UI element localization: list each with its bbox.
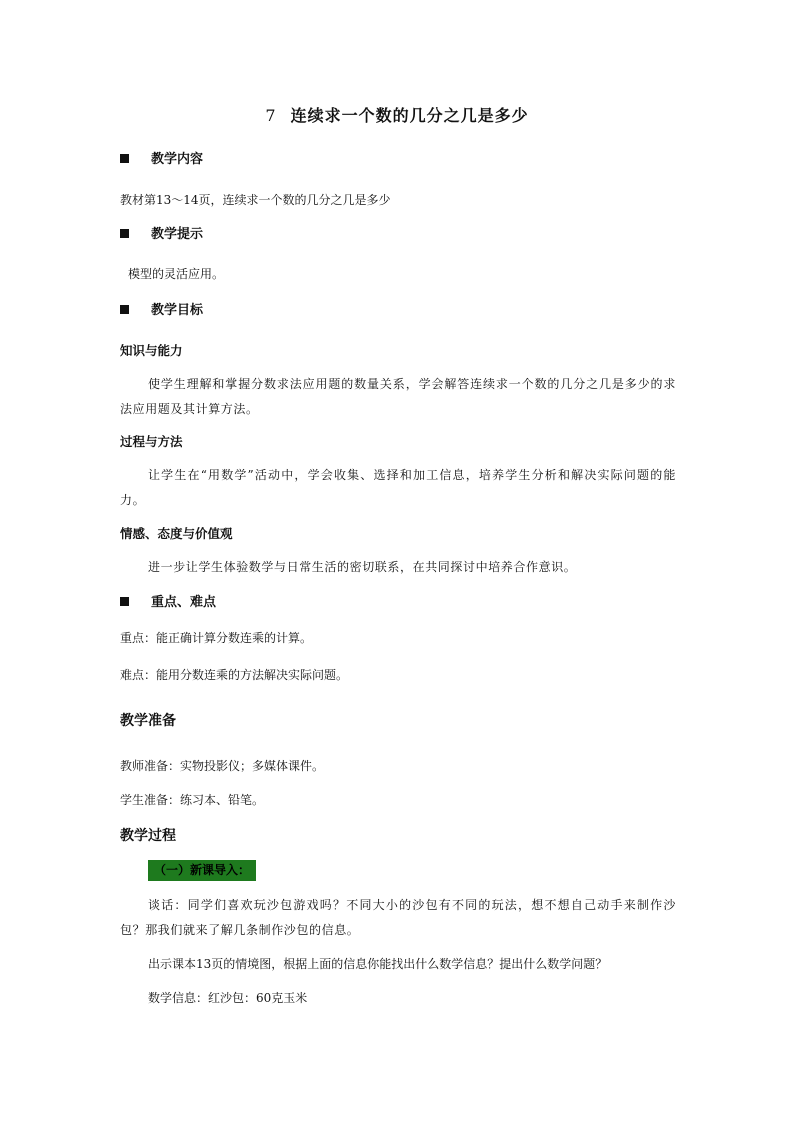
square-bullet-icon <box>120 229 129 238</box>
emotion-heading: 情感、态度与价值观 <box>120 526 233 541</box>
hint-text: 模型的灵活应用。 <box>128 267 225 281</box>
info-text: 数学信息：红沙包：60克玉米 <box>148 991 308 1005</box>
process-heading: 过程与方法 <box>120 434 183 449</box>
key-point: 重点：能正确计算分数连乘的计算。 <box>120 631 313 645</box>
teacher-prep: 教师准备：实物投影仪；多媒体课件。 <box>120 759 325 773</box>
page-title <box>0 103 794 126</box>
difficult-point: 难点：能用分数连乘的方法解决实际问题。 <box>120 668 349 682</box>
content-text: 教材第13～14页，连续求一个数的几分之几是多少 <box>120 193 391 207</box>
knowledge-text: 使学生理解和掌握分数求法应用题的数量关系，学会解答连续求一个数的几分之几是多少的求法应用题及其计算方法。 <box>120 377 676 416</box>
prep-heading: 教学准备 <box>120 713 176 729</box>
knowledge-heading: 知识与能力 <box>120 343 183 358</box>
square-bullet-icon <box>120 597 129 606</box>
title-number: 7 <box>265 106 277 125</box>
title-text: 连续求一个数的几分之几是多少 <box>290 106 529 125</box>
process-text: 让学生在“用数学”活动中，学会收集、选择和加工信息，培养学生分析和解决实际问题的能力。 <box>120 468 676 507</box>
emotion-text: 进一步让学生体验数学与日常生活的密切联系，在共同探讨中培养合作意识。 <box>148 560 577 574</box>
square-bullet-icon <box>120 305 129 314</box>
content-heading: 教学内容 <box>120 152 680 168</box>
show-text: 出示课本13页的情境图，根据上面的信息你能找出什么数学信息？提出什么数学问题？ <box>148 957 608 971</box>
goal-heading: 教学目标 <box>120 303 680 319</box>
process-main-heading: 教学过程 <box>120 828 176 844</box>
student-prep: 学生准备：练习本、铅笔。 <box>120 793 265 807</box>
key-heading: 重点、难点 <box>120 595 680 611</box>
square-bullet-icon <box>120 154 129 163</box>
intro-text: 谈话：同学们喜欢玩沙包游戏吗？不同大小的沙包有不同的玩法，想不想自己动手来制作沙包？那我们就来了解几条制作沙包的信息。 <box>120 898 676 937</box>
hint-heading: 教学提示 <box>120 227 680 243</box>
step-tag: （一）新课导入： <box>148 860 256 881</box>
